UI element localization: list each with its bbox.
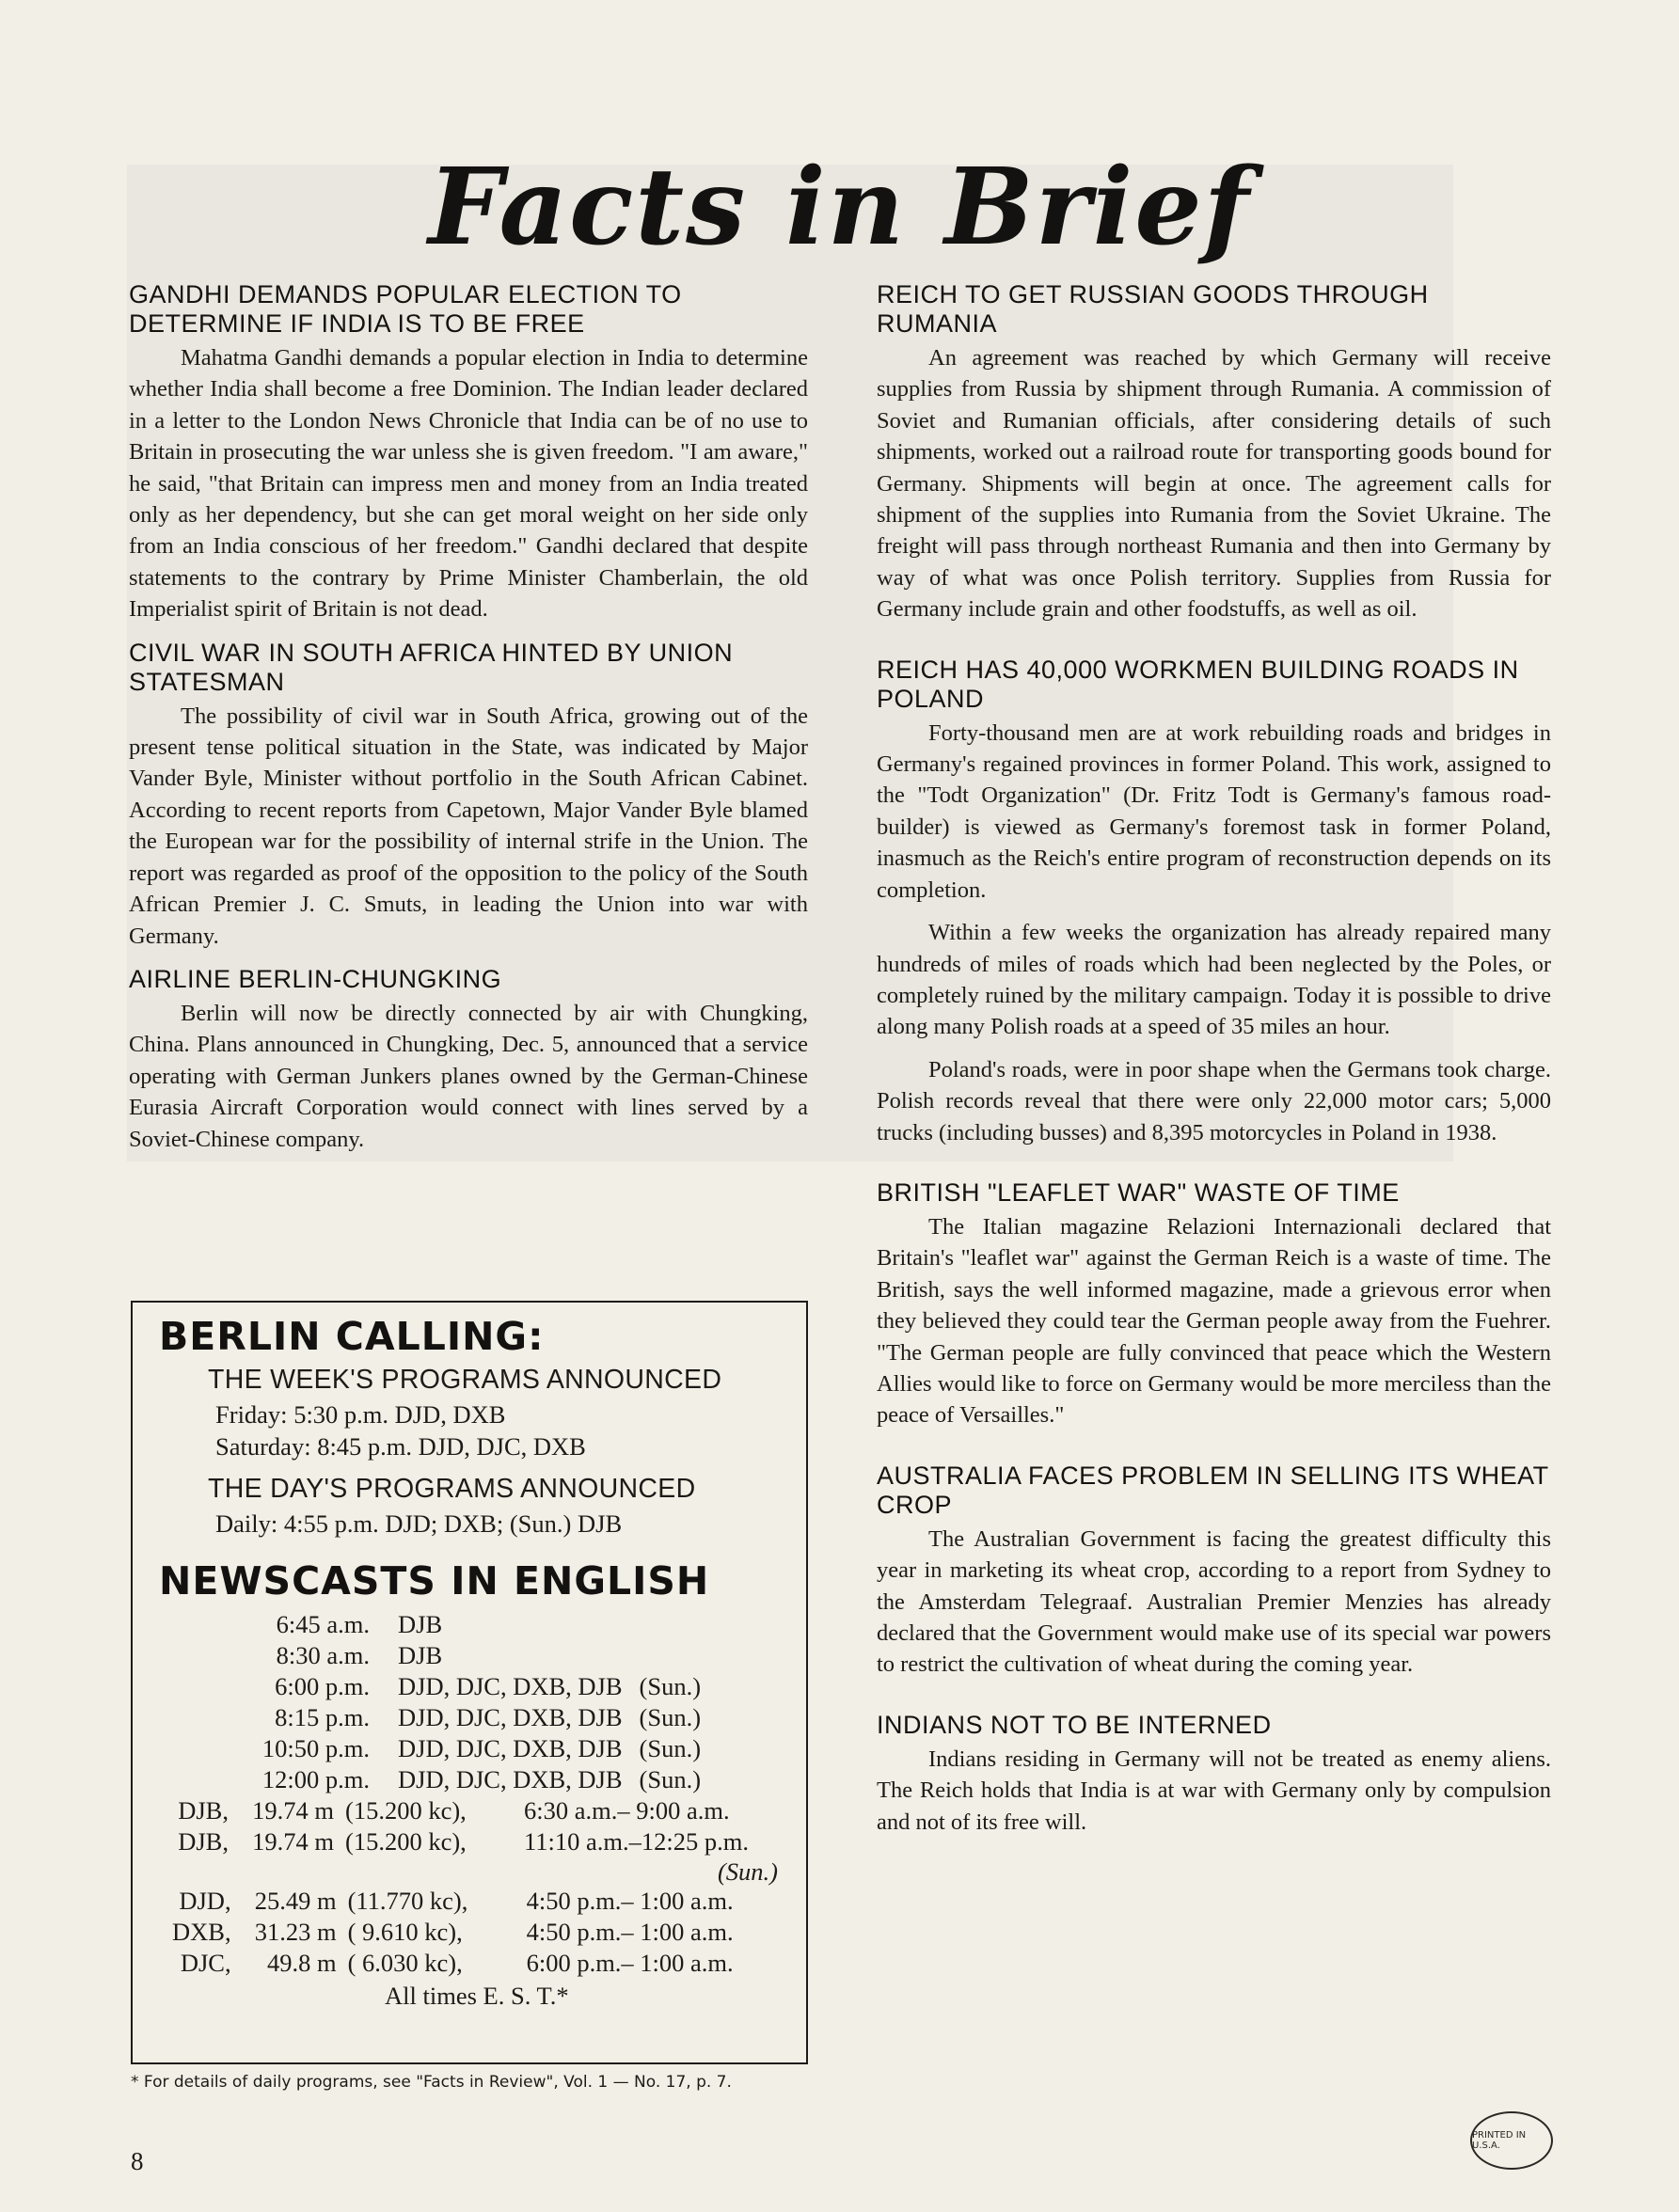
wavelength: 19.74 m — [252, 1796, 334, 1825]
newscast-stations: DJD, DJC, DXB, DJB — [398, 1703, 623, 1731]
newscast-note: (Sun.) — [639, 1734, 702, 1762]
article-headline: BRITISH "LEAFLET WAR" WASTE OF TIME — [877, 1177, 1400, 1207]
article-leaflet-war — [877, 1178, 1551, 1431]
newscast-note — [640, 1640, 719, 1671]
broadcast-range: 11:10 a.m.–12:25 p.m. — [524, 1827, 749, 1856]
newscast-time: 12:00 p.m. — [261, 1765, 370, 1793]
table-row — [249, 1609, 718, 1640]
article-paragraph: An agreement was reached by which Germany will receive supplies from Russia by shipment through Rumania. A commission of Soviet and Rumanian officials, after considering details of such shipments, worked out a railroad route for transporting goods bound for Germany. Shipments will begin at once. The agreement calls for shipment of the supplies into Rumania from the Soviet Ukraine. The freight will pass through northeast Rumania and then into Germany by way of what was once Polish territory. Supplies from Russia for Germany include grain and other foodstuffs, as well as oil. — [877, 345, 1551, 623]
station-call: DJD, — [179, 1887, 231, 1915]
article-airline — [129, 965, 808, 1155]
table-row — [172, 1917, 734, 1948]
wavelength: 31.23 m — [254, 1918, 337, 1946]
program-stations: DJD, DJC, DXB — [418, 1432, 586, 1461]
daily-programs-heading: THE DAY'S PROGRAMS ANNOUNCED — [208, 1474, 696, 1504]
frequency: ( 9.610 kc), — [347, 1918, 463, 1946]
newscast-time: 8:15 p.m. — [275, 1703, 370, 1731]
table-row — [249, 1733, 718, 1764]
station-call: DJC, — [180, 1949, 231, 1977]
station-call: DJB, — [178, 1796, 229, 1825]
article-paragraph: The Italian magazine Relazioni Internazionali declared that Britain's "leaflet war" against the German Reich is a waste of time. The British, says the well informed magazine, made a grievous error when they believed they could tear the German people away from the Fuehrer. "The German people are fully convinced that peace which the Western Allies would like to force on Germany would be more merciless than the peace of Versailles." — [877, 1213, 1551, 1429]
newscast-schedule — [249, 1609, 718, 1795]
article-russian-goods — [877, 280, 1551, 625]
article-paragraph: The possibility of civil war in South Africa, growing out of the present tense political situation in the State, was indicated by Major Vander Byle, Minister without portfolio in the South African Cabinet. According to recent reports from Capetown, Major Vander Byle blamed the European war for the possibility of internal strife in the Union. The report was regarded as proof of the opposition to the policy of the South African Premier J. C. Smuts, in leading the Union into war with Germany. — [129, 703, 808, 949]
program-time: 8:45 p.m. — [317, 1432, 413, 1461]
article-south-africa — [129, 639, 808, 952]
printed-in-usa-seal: PRINTED IN U.S.A. — [1470, 2111, 1553, 2170]
table-row — [172, 1795, 749, 1826]
right-column — [877, 280, 1551, 1868]
article-headline: INDIANS NOT TO BE INTERNED — [877, 1710, 1272, 1739]
broadcast-range: 4:50 p.m.– 1:00 a.m. — [526, 1918, 734, 1946]
footnote: * For details of daily programs, see "Facts in Review", Vol. 1 — No. 17, p. 7. — [131, 2073, 732, 2092]
frequency-schedule — [172, 1795, 749, 1857]
article-gandhi — [129, 280, 808, 625]
box-title: BERLIN CALLING: — [159, 1314, 545, 1359]
newscast-note: (Sun.) — [639, 1703, 702, 1731]
left-column — [129, 280, 808, 1168]
table-row — [249, 1640, 718, 1671]
newscast-note — [640, 1609, 719, 1640]
article-indians — [877, 1711, 1551, 1838]
newscast-time: 8:30 a.m. — [276, 1641, 370, 1669]
sunday-note: (Sun.) — [717, 1857, 778, 1886]
article-paragraph: The Australian Government is facing the greatest difficulty this year in marketing its wheat crop, according to a report from Sydney to the Amsterdam Telegraaf. Australian Premier Menzies has already declared that the Government would make use of its special war powers to restrict the cultivation of wheat during the coming year. — [877, 1525, 1551, 1678]
frequency: (15.200 kc), — [345, 1796, 467, 1825]
berlin-calling-box — [131, 1301, 808, 2064]
station-call: DJB, — [178, 1827, 229, 1856]
broadcast-range: 4:50 p.m.– 1:00 a.m. — [526, 1887, 734, 1915]
article-paragraph: Forty-thousand men are at work rebuilding roads and bridges in Germany's regained provinces in former Poland. This work, assigned to the "Todt Organization" (Dr. Fritz Todt is Germany's famous road-builder) is viewed as Germany's foremost task in former Poland, inasmuch as the Reich's entire program of reconstruction depends on its completion. — [877, 719, 1551, 903]
newscast-time: 6:00 p.m. — [275, 1672, 370, 1700]
article-paragraph: Within a few weeks the organization has already repaired many hundreds of miles of roads which had been neglected by the Poles, or completely ruined by the military campaign. Today it is possible to drive along many Polish roads at a speed of 35 miles an hour. — [877, 920, 1551, 1040]
table-row — [249, 1671, 718, 1702]
newscast-stations: DJD, DJC, DXB, DJB — [398, 1765, 623, 1793]
article-paragraph: Berlin will now be directly connected by air with Chungking, China. Plans announced in Chungking, Dec. 5, announced that a service operating with German Junkers planes owned by the German-Chinese Eurasia Aircraft Corporation would connect with lines served by a Soviet-Chinese company. — [129, 1000, 808, 1152]
newscast-stations: DJD, DJC, DXB, DJB — [398, 1734, 623, 1762]
newscast-stations: DJD, DJC, DXB, DJB — [398, 1672, 623, 1700]
weekly-program-row — [215, 1398, 785, 1430]
program-day: Friday: — [215, 1400, 288, 1429]
article-headline: REICH TO GET RUSSIAN GOODS THROUGH RUMANIA — [877, 280, 1429, 338]
table-row — [172, 1886, 734, 1917]
table-row — [249, 1764, 718, 1795]
newscast-time: 6:45 a.m. — [276, 1610, 370, 1638]
article-paragraph: Poland's roads, were in poor shape when the Germans took charge. Polish records reveal that there were only 22,000 motor cars; 5,000 trucks (including busses) and 8,395 motorcycles in Poland in 1938. — [877, 1056, 1551, 1146]
program-stations: DJD, DXB — [394, 1400, 506, 1429]
article-headline: AUSTRALIA FACES PROBLEM IN SELLING ITS WHEAT CROP — [877, 1461, 1549, 1519]
wavelength: 25.49 m — [254, 1887, 337, 1915]
table-row — [172, 1948, 734, 1979]
article-headline: GANDHI DEMANDS POPULAR ELECTION TO DETERMINE IF INDIA IS TO BE FREE — [129, 280, 682, 338]
newscast-stations: DJB — [398, 1641, 443, 1669]
article-paragraph: Mahatma Gandhi demands a popular election in India to determine whether India shall become a free Dominion. The Indian leader declared in a letter to the London News Chronicle that India can be of no use to Britain in prosecuting the war unless she is given freedom. "I am aware," he said, "that Britain can impress men and money from an India treated only as her dependency, but she can get moral weight on her side only from an India conscious of her freedom." Gandhi declared that despite statements to the contrary by Prime Minister Chamberlain, the old Imperialist spirit of Britain is not dead. — [129, 345, 808, 623]
newscast-time: 10:50 p.m. — [261, 1734, 370, 1762]
table-row — [172, 1826, 749, 1857]
program-day: Saturday: — [215, 1432, 311, 1461]
daily-program-row: Daily: 4:55 p.m. DJD; DXB; (Sun.) DJB — [215, 1509, 623, 1538]
newscast-note: (Sun.) — [639, 1765, 702, 1793]
article-headline: CIVIL WAR IN SOUTH AFRICA HINTED BY UNION STATESMAN — [129, 638, 734, 696]
station-call: DXB, — [172, 1918, 231, 1946]
page-masthead: Facts in Brief — [428, 146, 1251, 269]
all-times-note: All times E. S. T.* — [385, 1982, 569, 2010]
frequency-schedule — [172, 1886, 734, 1979]
wavelength: 49.8 m — [266, 1949, 337, 1977]
newscast-stations: DJB — [398, 1610, 443, 1638]
frequency: ( 6.030 kc), — [347, 1949, 463, 1977]
page-number: 8 — [131, 2147, 144, 2175]
weekly-program-row — [215, 1430, 785, 1462]
wavelength: 19.74 m — [252, 1827, 334, 1856]
article-headline: REICH HAS 40,000 WORKMEN BUILDING ROADS IN POLAND — [877, 655, 1519, 713]
weekly-programs-heading: THE WEEK'S PROGRAMS ANNOUNCED — [208, 1365, 722, 1395]
newscast-note: (Sun.) — [639, 1672, 702, 1700]
broadcast-range: 6:30 a.m.– 9:00 a.m. — [524, 1796, 730, 1825]
frequency: (15.200 kc), — [345, 1827, 467, 1856]
article-poland-roads — [877, 656, 1551, 1148]
broadcast-range: 6:00 p.m.– 1:00 a.m. — [526, 1949, 734, 1977]
program-time: 5:30 p.m. — [293, 1400, 389, 1429]
article-headline: AIRLINE BERLIN-CHUNGKING — [129, 964, 502, 993]
table-row — [249, 1702, 718, 1733]
article-wheat-crop — [877, 1462, 1551, 1681]
newscasts-title: NEWSCASTS IN ENGLISH — [159, 1558, 710, 1604]
frequency: (11.770 kc), — [347, 1887, 468, 1915]
article-paragraph: Indians residing in Germany will not be treated as enemy aliens. The Reich holds that India is at war with Germany only by compulsion and not of its free will. — [877, 1746, 1551, 1835]
